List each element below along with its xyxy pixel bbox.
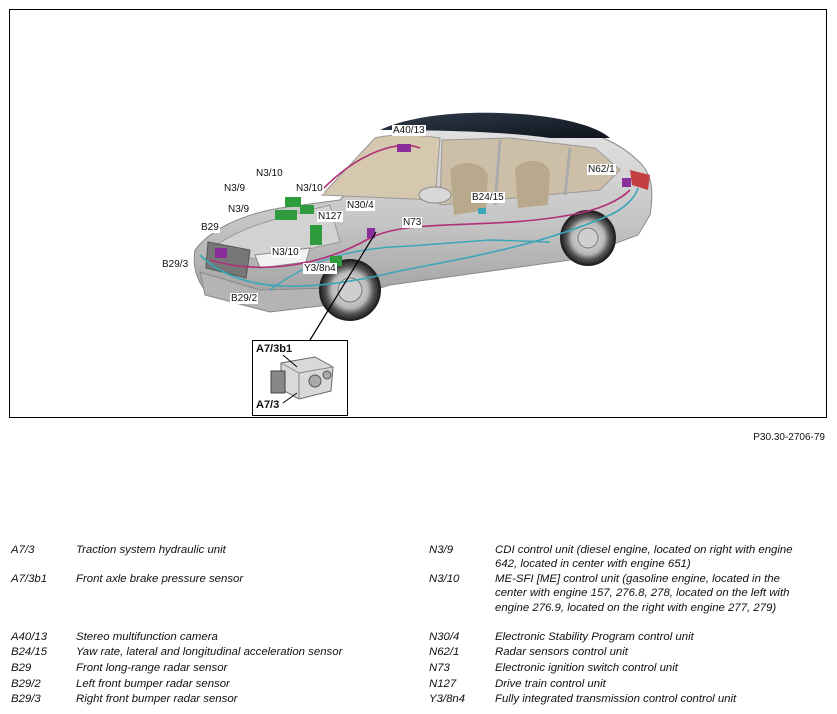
callout-b29-2: B29/2 — [231, 293, 258, 304]
car-illustration — [10, 10, 828, 419]
legend-code: B29 — [11, 662, 32, 674]
legend — [0, 540, 837, 714]
callout-b24-15: B24/15 — [472, 192, 504, 203]
legend-code: N127 — [429, 678, 457, 690]
legend-code: N3/9 — [429, 544, 454, 556]
legend-desc: Front long-range radar sensor — [76, 662, 228, 674]
legend-code: B29/3 — [11, 693, 41, 705]
callout-n3-10: N3/10 — [256, 168, 283, 179]
callout-b29-3: B29/3 — [162, 259, 189, 270]
legend-code: N73 — [429, 662, 450, 674]
legend-code: A7/3b1 — [11, 573, 48, 585]
legend-desc: CDI control unit (diesel engine, located on right with engine 642, located in center with engine 651) — [495, 544, 793, 571]
inset-label-a7-3: A7/3 — [256, 399, 280, 411]
figure-reference-code: P30.30-2706-79 — [753, 432, 825, 443]
legend-desc: Fully integrated transmission control control unit — [495, 693, 737, 705]
inset-hydraulic-unit — [252, 340, 348, 416]
callout-n3-9: N3/9 — [224, 183, 246, 194]
legend-desc: Traction system hydraulic unit — [76, 544, 226, 556]
legend-desc: Left front bumper radar sensor — [76, 678, 230, 690]
component-b29 — [215, 248, 227, 258]
callout-n3-10: N3/10 — [272, 247, 299, 258]
legend-desc: Electronic Stability Program control unit — [495, 631, 694, 643]
legend-code: B29/2 — [11, 678, 41, 690]
inset-label-a7-3b1: A7/3b1 — [256, 343, 293, 355]
diagram-frame — [9, 9, 827, 418]
legend-code: A40/13 — [11, 631, 48, 643]
callout-n62-1: N62/1 — [588, 164, 615, 175]
component-n3-9 — [275, 210, 297, 220]
component-b24-15 — [478, 208, 486, 214]
legend-code: Y3/8n4 — [429, 693, 466, 705]
legend-code: B24/15 — [11, 646, 48, 658]
callout-n3-9: N3/9 — [228, 204, 250, 215]
legend-desc: Stereo multifunction camera — [76, 631, 218, 643]
callout-y3-8n4: Y3/8n4 — [304, 263, 336, 274]
callout-a40-13: A40/13 — [393, 125, 425, 136]
legend-desc: Electronic ignition switch control unit — [495, 662, 678, 674]
legend-desc: Drive train control unit — [495, 678, 606, 690]
component-n127 — [310, 225, 322, 245]
legend-desc: ME-SFI [ME] control unit (gasoline engine, located in the center with engine 157, 276.8, 278, located on the left with engine 276.9, located on the right with engine 277, 279) — [495, 573, 790, 614]
legend-desc: Front axle brake pressure sensor — [76, 573, 244, 585]
legend-code: N62/1 — [429, 646, 460, 658]
callout-n3-10: N3/10 — [296, 183, 323, 194]
legend-desc: Radar sensors control unit — [495, 646, 628, 658]
legend-code: N3/10 — [429, 573, 460, 585]
component-n3-10-top — [285, 197, 301, 207]
legend-code: N30/4 — [429, 631, 460, 643]
callout-n127: N127 — [318, 211, 342, 222]
legend-desc: Right front bumper radar sensor — [76, 693, 238, 705]
legend-code: A7/3 — [11, 544, 35, 556]
component-a40-13 — [397, 144, 411, 152]
component-n3-10-mid — [300, 205, 314, 214]
callout-n30-4: N30/4 — [347, 200, 374, 211]
callout-b29: B29 — [201, 222, 219, 233]
legend-desc: Yaw rate, lateral and longitudinal acceleration sensor — [76, 646, 343, 658]
component-n62-1 — [622, 178, 631, 187]
callout-n73: N73 — [403, 217, 422, 228]
